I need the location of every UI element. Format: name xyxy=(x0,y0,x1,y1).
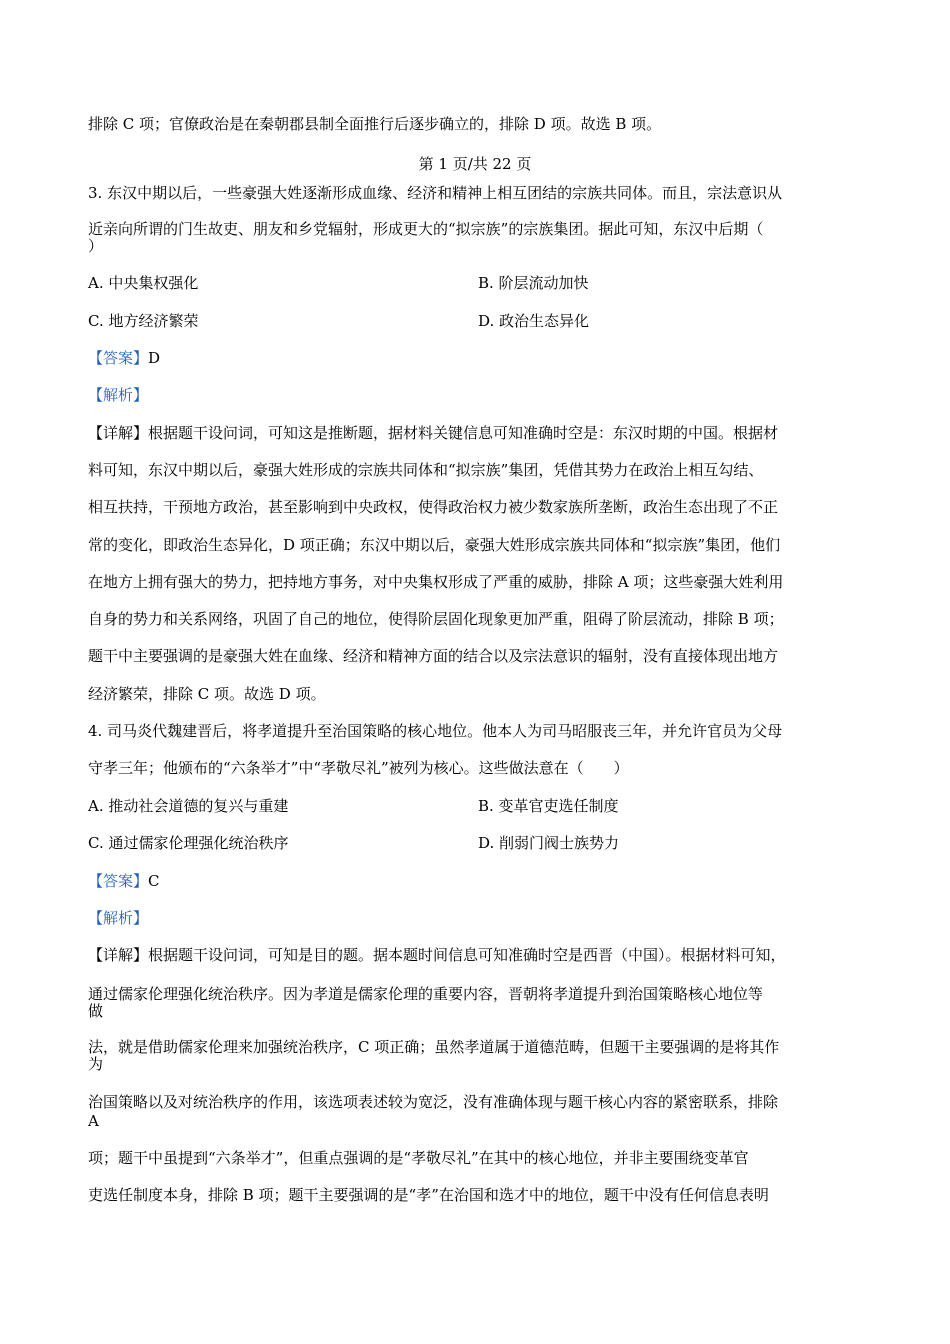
analysis-label-text: 【解析】 xyxy=(88,386,149,404)
analysis-label xyxy=(88,385,868,405)
detail-line: 题干中主要强调的是豪强大姓在血缘、经济和精神方面的结合以及宗法意识的辐射，没有直接体现出地方 xyxy=(88,647,779,665)
detail-line: 【详解】根据题干设问词，可知这是推断题，据材料关键信息可知准确时空是：东汉时期的中国。根据材 xyxy=(88,424,779,442)
detail-line: 【详解】根据题干设问词，可知是目的题。据本题时间信息可知准确时空是西晋（中国）。根据材料可知， xyxy=(88,946,786,964)
answer-line xyxy=(88,871,868,891)
option-c: C. 地方经济繁荣 xyxy=(88,312,199,330)
answer-value: D xyxy=(148,349,161,367)
answer-value: C xyxy=(148,872,160,890)
detail-line: 治国策略以及对统治秩序的作用，该选项表述较为宽泛，没有准确体现与题干核心内容的紧密联系，排除 xyxy=(88,1093,779,1111)
option-a: A. 推动社会道德的复兴与重建 xyxy=(88,797,289,815)
detail-line: 经济繁荣，排除 C 项。故选 D 项。 xyxy=(88,685,326,703)
detail-line: 通过儒家伦理强化统治秩序。因为孝道是儒家伦理的重要内容，晋朝将孝道提升到治国策略核心地位等 xyxy=(88,985,764,1003)
detail-line: 法，就是借助儒家伦理来加强统治秩序，C 项正确；虽然孝道属于道德范畴，但题干主要强调的是将其作 xyxy=(88,1038,780,1056)
answer-line xyxy=(88,348,868,368)
option-b: B. 阶层流动加快 xyxy=(478,274,589,292)
detail-line: A xyxy=(88,1112,99,1130)
option-c: C. 通过儒家伦理强化统治秩序 xyxy=(88,834,289,852)
question-stem-line: 4. 司马炎代魏建晋后，将孝道提升至治国策略的核心地位。他本人为司马昭服丧三年，并允许官员为父母 xyxy=(88,722,783,740)
analysis-label xyxy=(88,908,868,928)
answer-label: 【答案】 xyxy=(88,872,149,890)
answer-label: 【答案】 xyxy=(88,349,149,367)
option-a: A. 中央集权强化 xyxy=(88,274,199,292)
option-b: B. 变革官吏选任制度 xyxy=(478,797,619,815)
question-stem-line: ） xyxy=(88,237,104,255)
detail-line: 项；题干中虽提到“六条举才”，但重点强调的是“孝敬尽礼”在其中的核心地位，并非主要围绕变革官 xyxy=(88,1149,749,1167)
question-stem-line: 近亲向所谓的门生故吏、朋友和乡党辐射，形成更大的“拟宗族”的宗族集团。据此可知，东汉中后期（ xyxy=(88,220,764,238)
question-stem-line: 3. 东汉中期以后，一些豪强大姓逐渐形成血缘、经济和精神上相互团结的宗族共同体。而且，宗法意识从 xyxy=(88,184,783,202)
detail-line: 料可知，东汉中期以后，豪强大姓形成的宗族共同体和“拟宗族”集团，凭借其势力在政治上相互勾结、 xyxy=(88,461,764,479)
detail-line: 相互扶持，干预地方政治，甚至影响到中央政权，使得政治权力被少数家族所垄断，政治生态出现了不正 xyxy=(88,498,779,516)
detail-line: 常的变化，即政治生态异化，D 项正确；东汉中期以后，豪强大姓形成宗族共同体和“拟宗族”集团，他们 xyxy=(88,536,781,554)
carry-over-line: 排除 C 项；官僚政治是在秦朝郡县制全面推行后逐步确立的，排除 D 项。故选 B 项。 xyxy=(88,115,662,133)
detail-line: 为 xyxy=(88,1055,104,1073)
detail-line: 做 xyxy=(88,1002,104,1020)
detail-line: 在地方上拥有强大的势力，把持地方事务，对中央集权形成了严重的威胁，排除 A 项；这些豪强大姓利用 xyxy=(88,573,784,591)
option-d: D. 政治生态异化 xyxy=(478,312,590,330)
analysis-label-text: 【解析】 xyxy=(88,909,149,927)
option-d: D. 削弱门阀士族势力 xyxy=(478,834,620,852)
question-stem-line: 守孝三年；他颁布的“六条举才”中“孝敬尽礼”被列为核心。这些做法意在（ ） xyxy=(88,759,629,777)
detail-line: 吏选任制度本身，排除 B 项；题干主要强调的是“孝”在治国和选才中的地位，题干中没有任何信息表明 xyxy=(88,1186,769,1204)
detail-line: 自身的势力和关系网络，巩固了自己的地位，使得阶层固化现象更加严重，阻碍了阶层流动，排除 B 项； xyxy=(88,610,784,628)
page-footer: 第 1 页/共 22 页 xyxy=(418,155,532,173)
